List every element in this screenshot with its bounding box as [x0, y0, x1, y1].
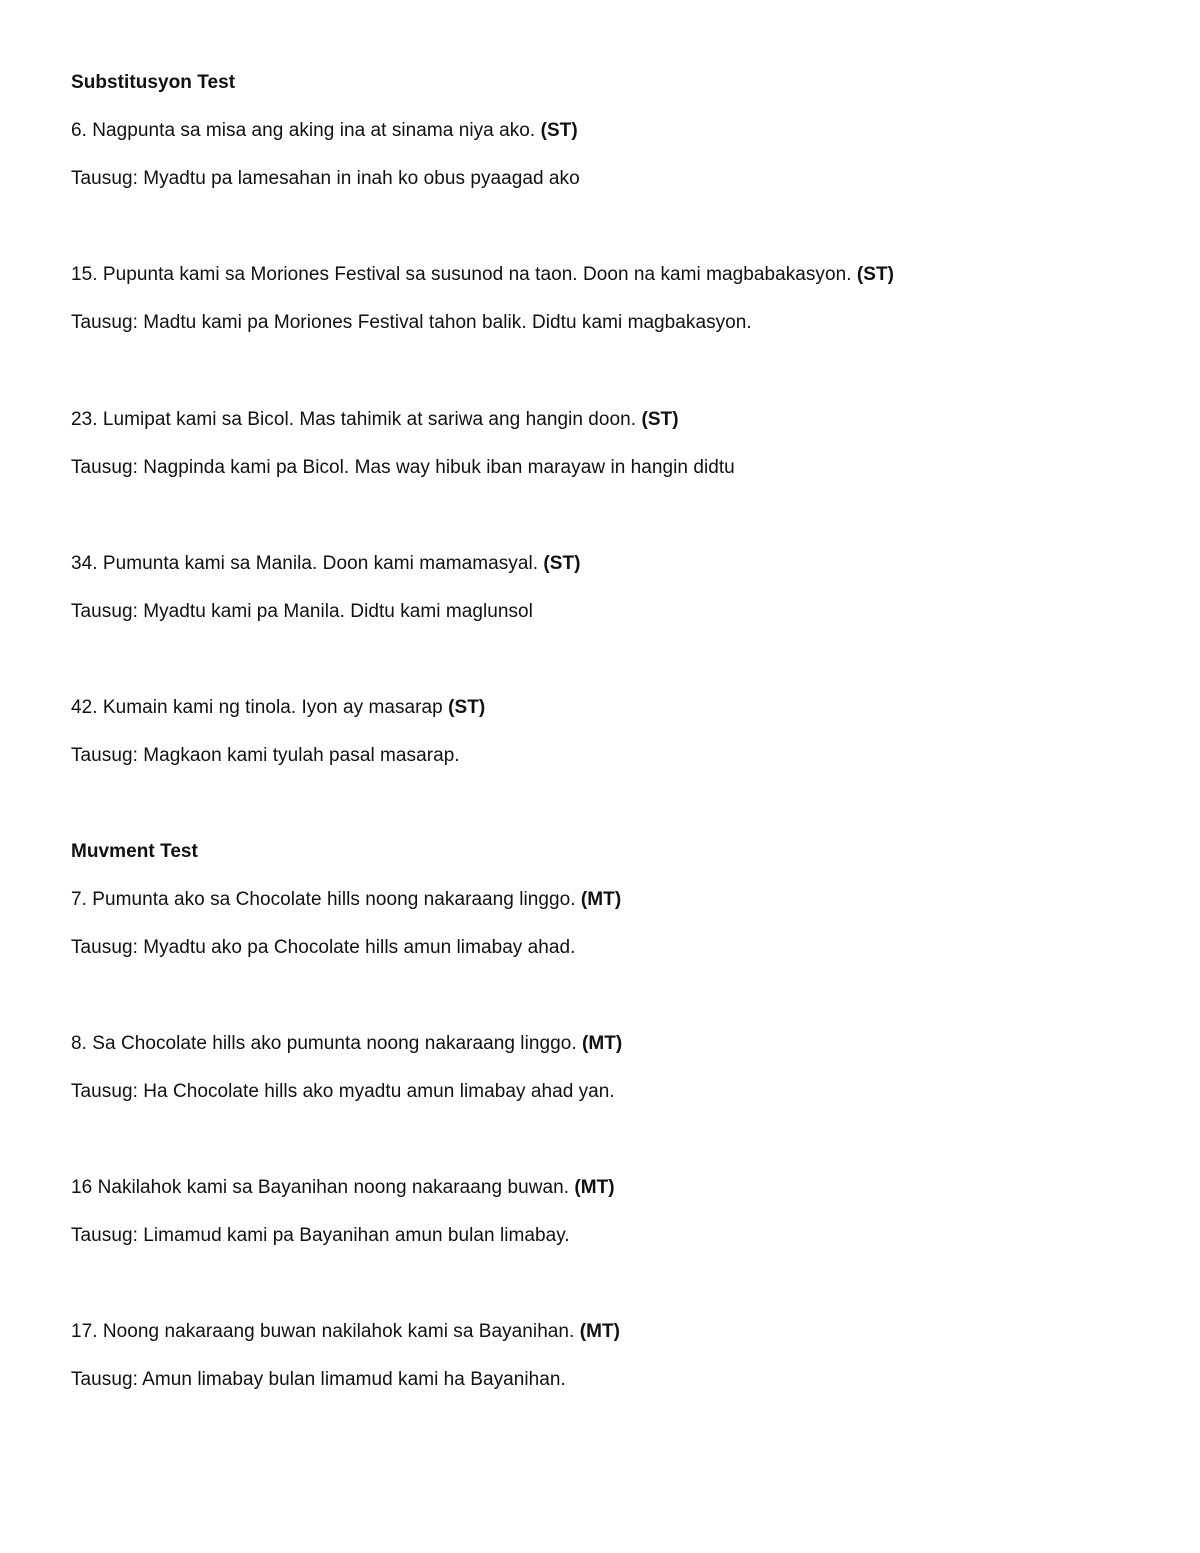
- sentence-text: 8. Sa Chocolate hills ako pumunta noong nakaraang linggo.: [71, 1033, 577, 1054]
- tausug-translation: Tausug: Magkaon kami tyulah pasal masarap.: [71, 745, 460, 766]
- example-sentence: [71, 888, 621, 912]
- test-tag: (ST): [448, 697, 486, 718]
- test-tag: (MT): [574, 1177, 615, 1198]
- sentence-text: 42. Kumain kami ng tinola. Iyon ay masarap: [71, 697, 443, 718]
- tausug-translation: Tausug: Myadtu kami pa Manila. Didtu kami maglunsol: [71, 601, 533, 622]
- tausug-translation: Tausug: Ha Chocolate hills ako myadtu amun limabay ahad yan.: [71, 1081, 615, 1102]
- tausug-translation: Tausug: Nagpinda kami pa Bicol. Mas way hibuk iban marayaw in hangin didtu: [71, 457, 735, 478]
- tausug-translation: Tausug: Limamud kami pa Bayanihan amun bulan limabay.: [71, 1225, 570, 1246]
- sentence-text: 6. Nagpunta sa misa ang aking ina at sinama niya ako.: [71, 120, 536, 141]
- example-sentence: [71, 408, 679, 432]
- tausug-translation: Tausug: Myadtu ako pa Chocolate hills amun limabay ahad.: [71, 937, 576, 958]
- section-heading: Substitusyon Test: [71, 72, 236, 93]
- sentence-text: 15. Pupunta kami sa Moriones Festival sa susunod na taon. Doon na kami magbabakasyon.: [71, 264, 852, 285]
- section-heading: Muvment Test: [71, 841, 198, 862]
- sentence-text: 16 Nakilahok kami sa Bayanihan noong nakaraang buwan.: [71, 1177, 570, 1198]
- test-tag: (ST): [543, 553, 581, 574]
- example-sentence: [71, 1032, 622, 1056]
- tausug-translation: Tausug: Myadtu pa lamesahan in inah ko obus pyaagad ako: [71, 168, 580, 189]
- tausug-translation: Tausug: Madtu kami pa Moriones Festival tahon balik. Didtu kami magbakasyon.: [71, 312, 752, 333]
- test-tag: (MT): [582, 1033, 623, 1054]
- sentence-text: 34. Pumunta kami sa Manila. Doon kami mamamasyal.: [71, 553, 539, 574]
- test-tag: (MT): [579, 1321, 621, 1342]
- sentence-text: 7. Pumunta ako sa Chocolate hills noong nakaraang linggo.: [71, 889, 576, 910]
- example-sentence: [71, 119, 578, 143]
- sentence-text: 23. Lumipat kami sa Bicol. Mas tahimik at sariwa ang hangin doon.: [71, 409, 637, 430]
- test-tag: (ST): [540, 120, 578, 141]
- test-tag: (ST): [856, 264, 895, 285]
- example-sentence: [71, 696, 485, 720]
- tausug-translation: Tausug: Amun limabay bulan limamud kami ha Bayanihan.: [71, 1369, 566, 1390]
- test-tag: (MT): [580, 889, 622, 910]
- example-sentence: [71, 263, 894, 287]
- sentence-text: 17. Noong nakaraang buwan nakilahok kami sa Bayanihan.: [71, 1321, 575, 1342]
- example-sentence: [71, 552, 581, 576]
- test-tag: (ST): [641, 409, 679, 430]
- example-sentence: [71, 1176, 615, 1200]
- example-sentence: [71, 1320, 620, 1344]
